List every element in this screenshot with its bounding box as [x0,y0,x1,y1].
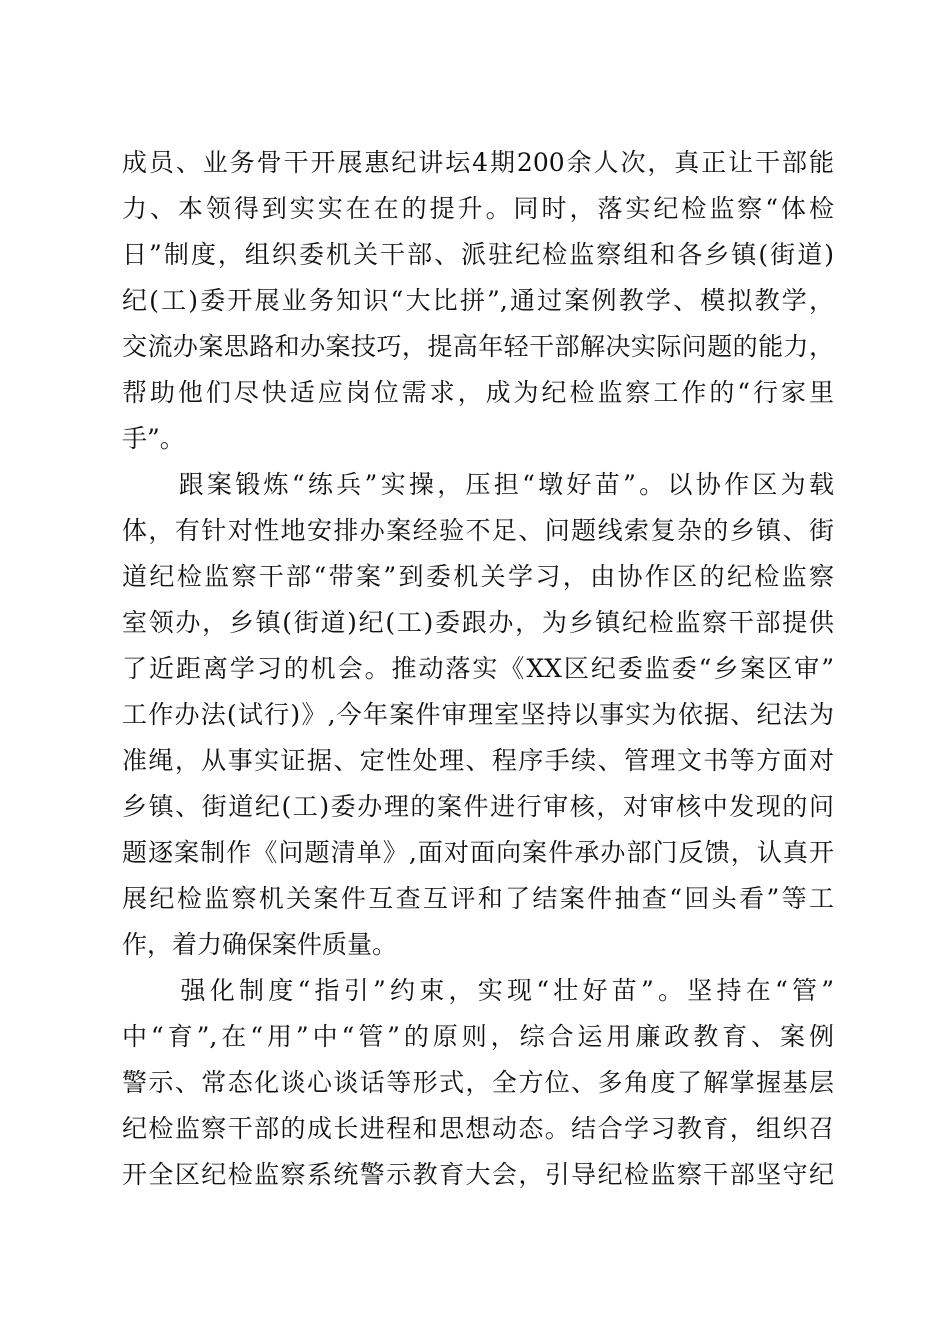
text-line: 工作办法(试行)》,今年案件审理室坚持以事实为依据、纪法为 [122,700,834,729]
text-line: 作，着力确保案件质量。 [122,930,398,959]
paragraph-start-line: 强化制度“指引”约束，实现“壮好苗”。坚持在“管” [122,976,834,1005]
text-line: 中“育”,在“用”中“管”的原则，综合运用廉政教育、案例 [122,1022,834,1051]
text-line: 题逐案制作《问题清单》,面对面向案件承办部门反馈，认真开 [122,838,834,867]
text-line: 室领办，乡镇(街道)纪(工)委跟办，为乡镇纪检监察干部提供 [122,608,834,637]
text-line: 了近距离学习的机会。推动落实《XX区纪委监委“乡案区审” [122,654,834,683]
text-line: 帮助他们尽快适应岗位需求，成为纪检监察工作的“行家里 [122,378,834,407]
text-line: 纪(工)委开展业务知识“大比拼”,通过案例教学、模拟教学， [122,286,834,315]
text-line: 乡镇、街道纪(工)委办理的案件进行审核，对审核中发现的问 [122,792,834,821]
text-line: 展纪检监察机关案件互查互评和了结案件抽查“回头看”等工 [122,884,834,913]
text-line: 警示、常态化谈心谈话等形式，全方位、多角度了解掌握基层 [122,1068,834,1097]
text-line: 准绳，从事实证据、定性处理、程序手续、管理文书等方面对 [122,746,834,775]
text-line: 交流办案思路和办案技巧，提高年轻干部解决实际问题的能力， [122,332,834,361]
text-line: 力、本领得到实实在在的提升。同时，落实纪检监察“体检 [122,194,834,223]
text-line: 日”制度，组织委机关干部、派驻纪检监察组和各乡镇(街道) [122,240,834,269]
text-line: 道纪检监察干部“带案”到委机关学习，由协作区的纪检监察 [122,562,834,591]
text-line: 体，有针对性地安排办案经验不足、问题线索复杂的乡镇、街 [122,516,834,545]
paragraph-start-line: 跟案锻炼“练兵”实操，压担“墩好苗”。以协作区为载 [122,470,834,499]
text-line: 手”。 [122,424,185,453]
text-line: 开全区纪检监察系统警示教育大会，引导纪检监察干部坚守纪 [122,1160,834,1189]
text-line: 纪检监察干部的成长进程和思想动态。结合学习教育，组织召 [122,1114,834,1143]
text-line: 成员、业务骨干开展惠纪讲坛4期200余人次，真正让干部能 [122,148,834,177]
body-text [122,140,834,1198]
